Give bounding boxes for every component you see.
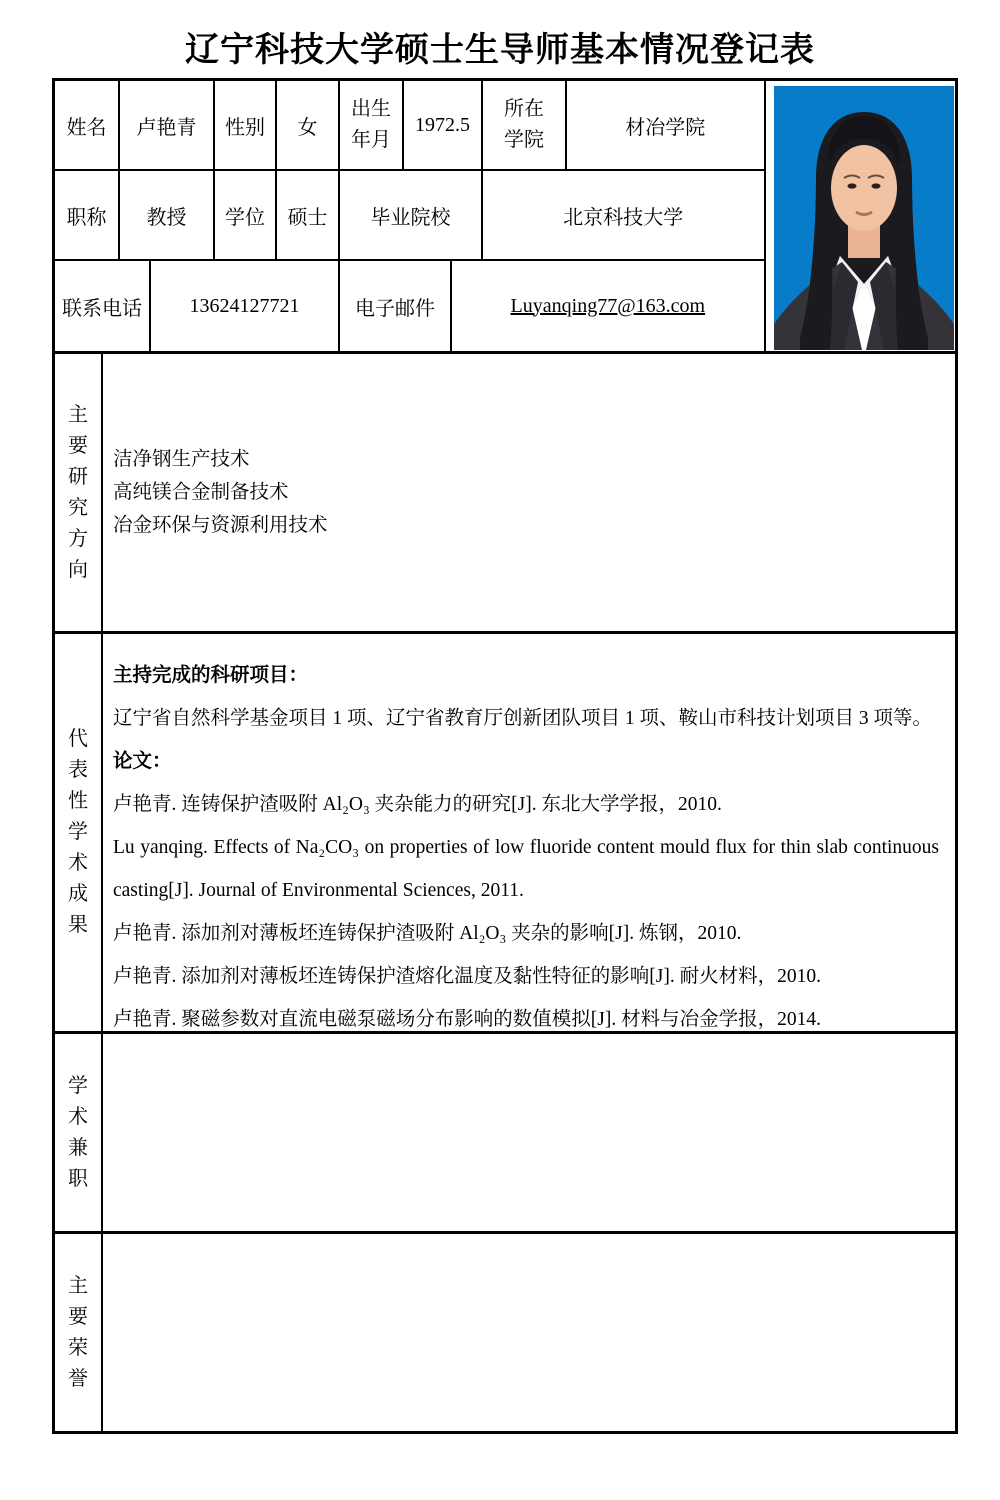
college-label: [483, 81, 567, 169]
birth-label-text: 出生年月: [351, 98, 391, 151]
achievements-text: [103, 634, 955, 1031]
honors-label-cell: [55, 1234, 103, 1431]
basic-info-rows: [55, 81, 766, 351]
projects-heading: 主持完成的科研项目：: [113, 665, 309, 686]
achievements-label: 代表性学术成果: [68, 728, 88, 936]
name-value: 卢艳青: [120, 81, 215, 169]
table-row-jobtitle: [55, 171, 764, 261]
degree-label: 学位: [215, 171, 277, 259]
info-table: [52, 78, 958, 1434]
page-title: 辽宁科技大学硕士生导师基本情况登记表: [185, 32, 815, 69]
college-value: 材冶学院: [625, 116, 706, 139]
section-academic-positions: [55, 1031, 955, 1231]
papers-heading: 论文：: [113, 751, 172, 772]
academic-positions-label: 学术兼职: [68, 1074, 88, 1190]
gender-label: 性别: [215, 81, 277, 169]
section-research-directions: [55, 351, 955, 631]
paper-item: 卢艳青. 添加剂对薄板坯连铸保护渣熔化温度及黏性特征的影响[J]. 耐火材料，2010.: [113, 966, 821, 987]
profile-photo: [774, 86, 954, 350]
research-direction-item: 高纯镁合金制备技术: [113, 482, 289, 503]
research-directions-label: 主要研究方向: [68, 403, 88, 581]
birth-value: 1972.5: [404, 81, 483, 169]
email-label: 电子邮件: [340, 261, 452, 351]
paper-item: 卢艳青. 连铸保护渣吸附 Al₂O₃ 夹杂能力的研究[J]. 东北大学学报，2010.: [113, 794, 722, 815]
photo-cell: [766, 81, 955, 351]
birth-label: [340, 81, 404, 169]
school-value: 北京科技大学: [563, 206, 684, 229]
paper-item: 卢艳青. 聚磁参数对直流电磁泵磁场分布影响的数值模拟[J]. 材料与冶金学报，2014.: [113, 1009, 821, 1030]
section-honors: [55, 1231, 955, 1431]
phone-value: 13624127721: [151, 261, 340, 351]
paper-item: Lu yanqing. Effects of Na₂CO₃ on properties of low fluoride content mould flux for thin slab continuous casting[J]. Journal of Environmental Sciences, 2011.: [113, 837, 939, 901]
achievements-content: [103, 634, 955, 1031]
research-directions-content: [103, 354, 955, 631]
research-directions-label-cell: [55, 354, 103, 631]
paper-item: 卢艳青. 添加剂对薄板坯连铸保护渣吸附 Al₂O₃ 夹杂的影响[J]. 炼钢，2010.: [113, 923, 742, 944]
job-title-value: 教授: [120, 171, 215, 259]
research-direction-item: 冶金环保与资源利用技术: [113, 515, 328, 536]
honors-label: 主要荣誉: [68, 1274, 88, 1390]
school-label: 毕业院校: [340, 171, 483, 259]
projects-text: 辽宁省自然科学基金项目 1 项、辽宁省教育厅创新团队项目 1 项、鞍山市科技计划项目 3 项等。: [113, 708, 933, 729]
basic-info-block: [55, 81, 955, 351]
name-label: 姓名: [55, 81, 120, 169]
section-achievements: [55, 631, 955, 1031]
email-cell: [452, 261, 764, 351]
table-row-contact: [55, 261, 764, 351]
research-direction-item: 洁净钢生产技术: [113, 449, 250, 470]
job-title-label: 职称: [55, 171, 120, 259]
achievements-label-cell: [55, 634, 103, 1031]
phone-label: 联系电话: [55, 261, 151, 351]
gender-value: 女: [277, 81, 340, 169]
table-row-name: [55, 81, 764, 171]
honors-content: [103, 1234, 955, 1431]
college-label-text: 所在学院: [504, 98, 544, 151]
research-directions-list: [103, 354, 955, 631]
academic-positions-label-cell: [55, 1034, 103, 1231]
degree-value: 硕士: [277, 171, 340, 259]
email-value[interactable]: Luyanqing77@163.com: [510, 294, 706, 317]
academic-positions-content: [103, 1034, 955, 1231]
